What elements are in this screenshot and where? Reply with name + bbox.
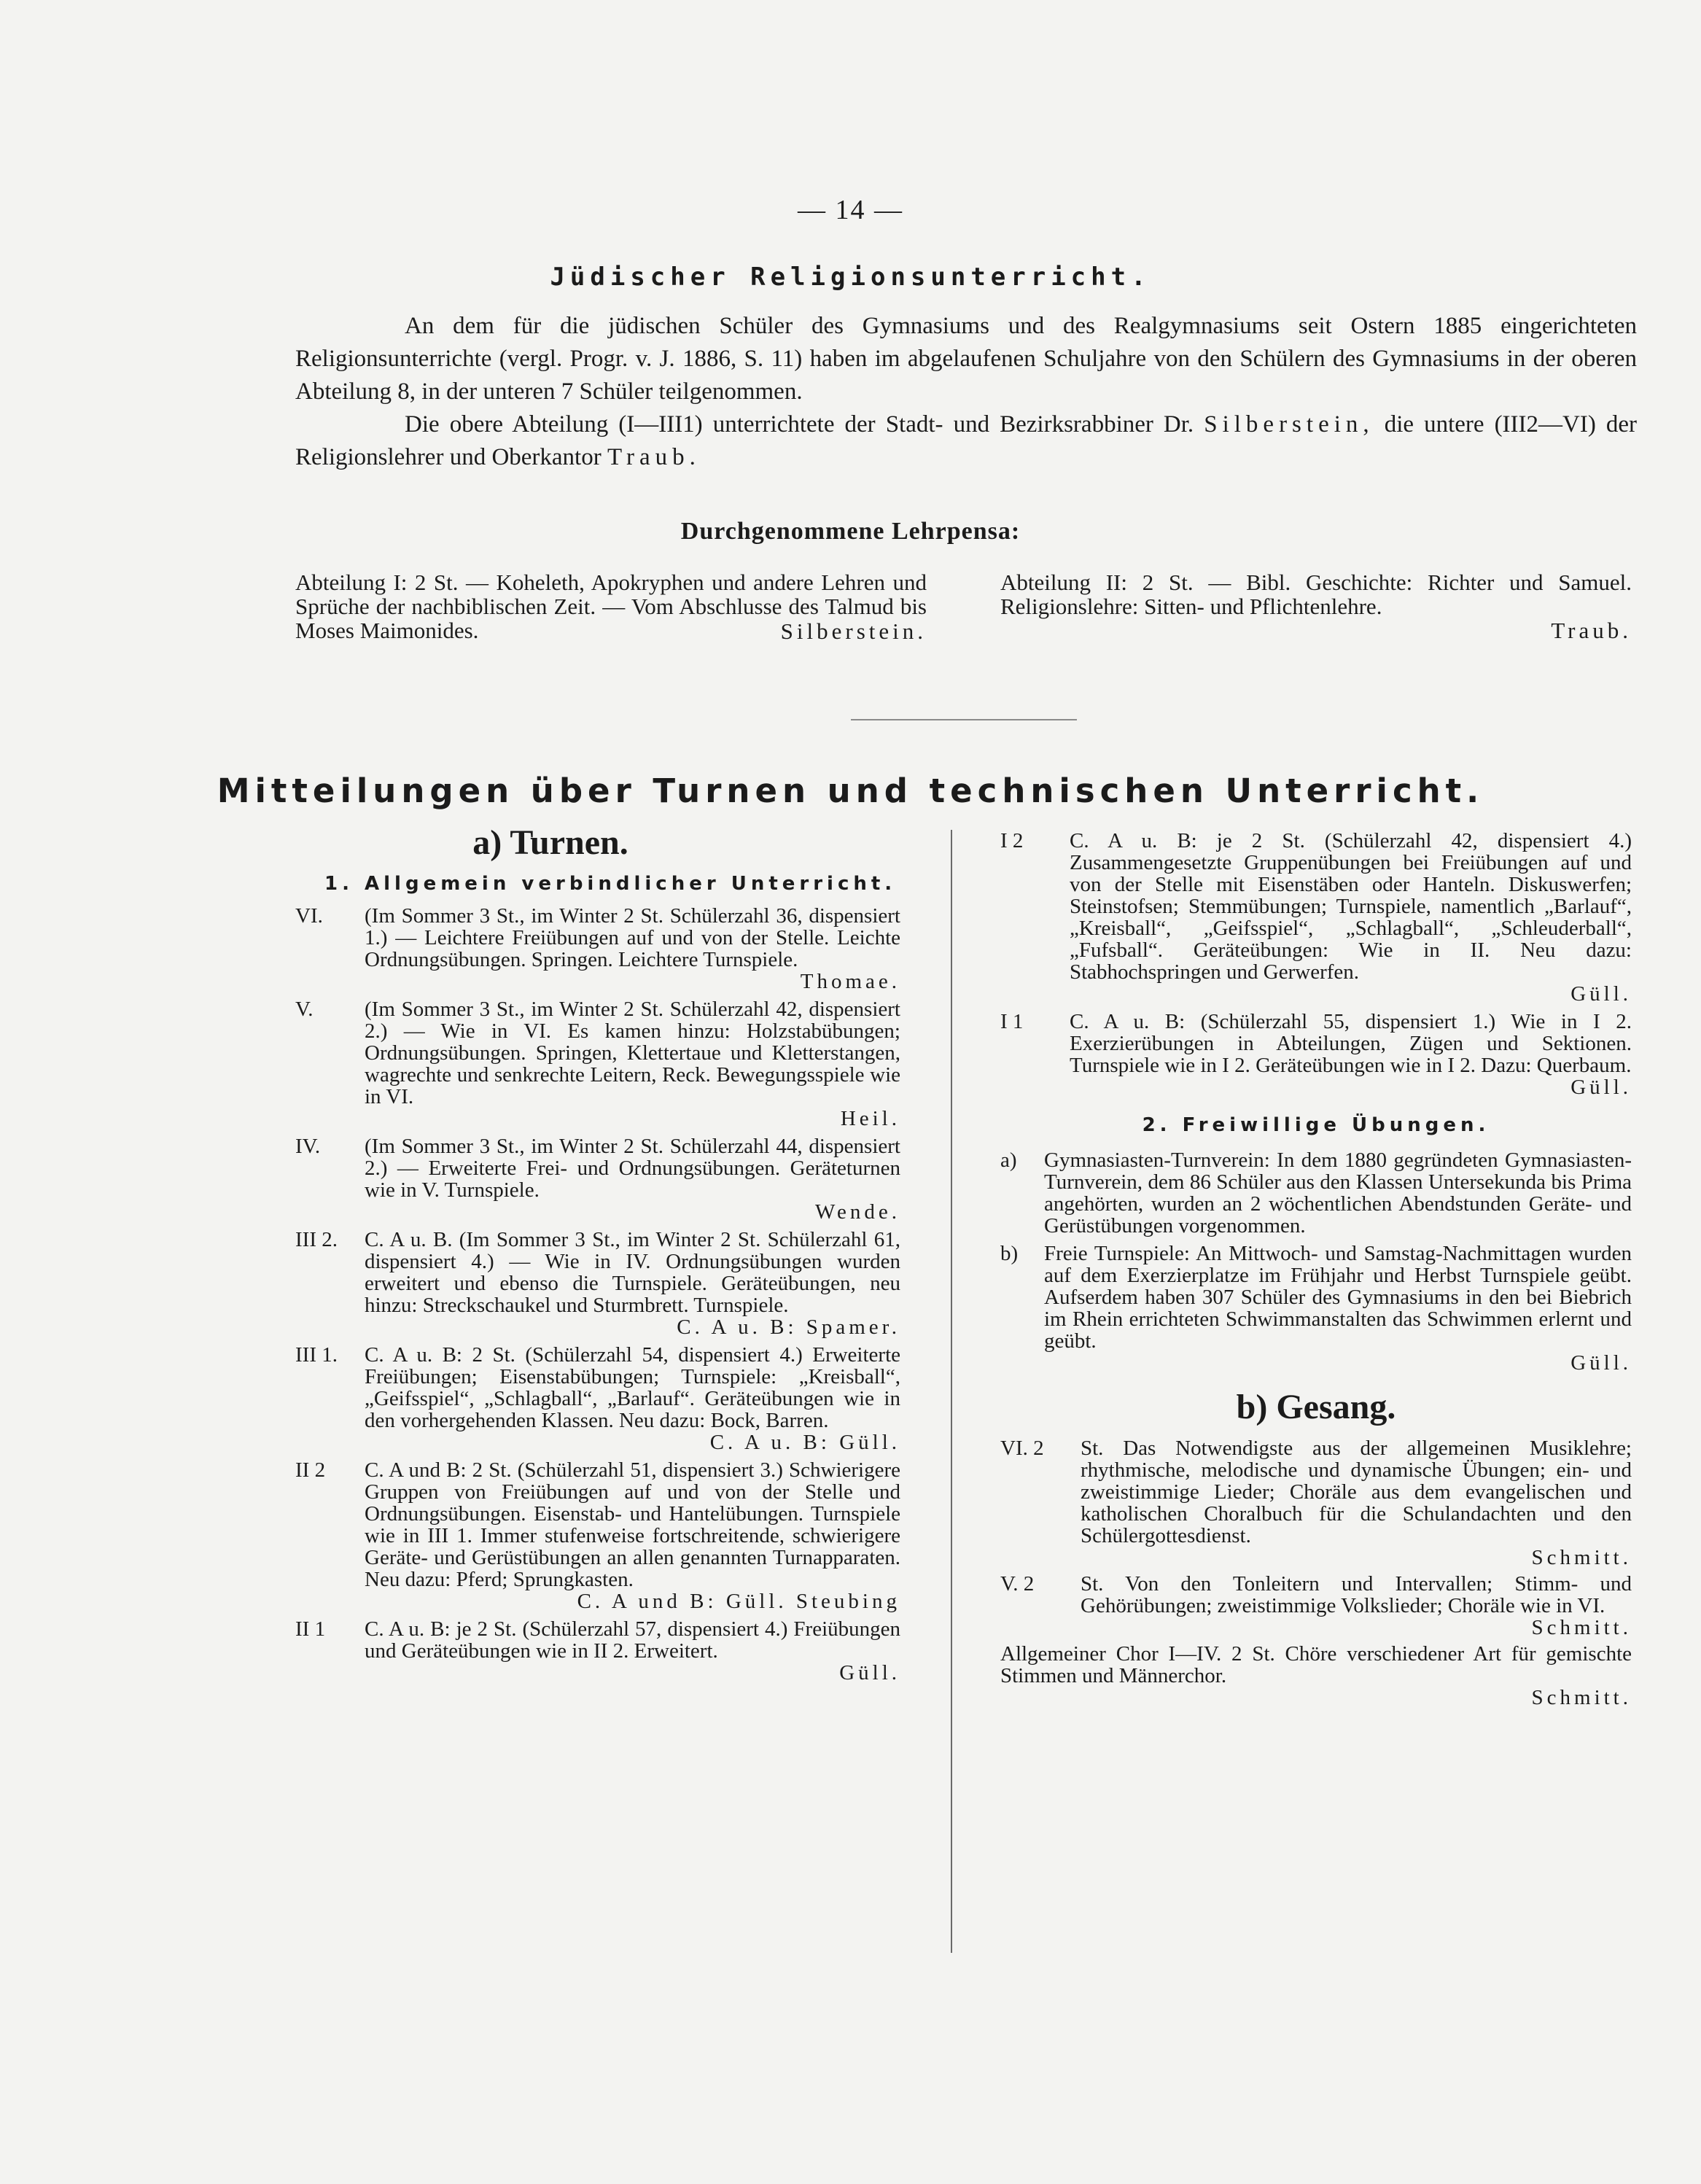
entry-signature: C. A u. B: Güll. xyxy=(709,1431,900,1454)
turnen-entries-right xyxy=(1000,830,1632,1098)
list-item xyxy=(295,905,900,992)
section-divider xyxy=(851,719,1077,720)
entry-signature: Schmitt. xyxy=(1531,1546,1632,1569)
pensa-left-signature: Silberstein. xyxy=(780,618,927,644)
entry-text: C. A u. B: je 2 St. (Schülerzahl 42, dispensiert 4.) Zusammengesetzte Gruppenübungen bei Freiübungen auf und von der Stelle mit Eisenstäben oder Hanteln. Diskuswerfen; Steinstofsen; Stemmübungen; Turnspiele, namentlich „Barlauf“, „Kreisball“, „Geifsspiel“, „Schlagball“, „Schleuderball“, „Fufsball“. Geräteübungen: Wie in II. Neu dazu: Stabhochspringen und Gerwerfen. xyxy=(1070,829,1632,984)
entry-signature: Wende. xyxy=(814,1200,900,1224)
entry-signature: C. A u. B: Spamer. xyxy=(677,1316,900,1339)
entry-text: C. A und B: 2 St. (Schülerzahl 51, dispensiert 3.) Schwierigere Gruppen von Freiübungen auf und von der Stelle und Ordnungsübungen. Eisenstab- und Hantelübungen. Turnspiele wie in III 1. Immer stufenweise fortschreitende, schwierigere Geräte- und Gerüstübungen an allen genannten Turnapparaten. Neu dazu: Pferd; Sprungkasten. xyxy=(365,1458,900,1591)
entry-signature: Güll. xyxy=(1570,1351,1632,1375)
religion-para2 xyxy=(295,408,1637,474)
entry-label: II 2 xyxy=(295,1458,326,1482)
list-item xyxy=(295,1459,900,1612)
entry-signature: Güll. xyxy=(1570,982,1632,1006)
list-item xyxy=(295,1618,900,1684)
entry-signature: Thomae. xyxy=(800,970,900,993)
list-item xyxy=(1000,1011,1632,1098)
entry-label: a) xyxy=(1000,1149,1017,1172)
entry-label: V. 2 xyxy=(1000,1572,1035,1596)
free-exercises xyxy=(1000,1149,1632,1374)
teacher-name-traub: Traub. xyxy=(607,444,701,470)
teacher-name-silberstein: Silberstein, xyxy=(1204,411,1374,438)
section-title-religion: Jüdischer Religionsunterricht. xyxy=(550,263,1151,292)
entry-signature: Güll. xyxy=(839,1661,900,1684)
turnen-left-column xyxy=(295,823,900,1684)
entry-label: VI. 2 xyxy=(1000,1437,1044,1460)
entry-signature: Schmitt. xyxy=(1531,1686,1632,1709)
turnen-right-column xyxy=(1000,830,1632,1709)
entry-label: b) xyxy=(1000,1242,1019,1265)
list-item xyxy=(295,1229,900,1338)
entry-text: St. Von den Tonleitern und Intervallen; Stimm- und Gehörübungen; zweistimmige Volkslieder; Choräle wie in VI. xyxy=(1081,1572,1632,1617)
religion-paragraph-1 xyxy=(295,310,1637,474)
list-item xyxy=(295,1135,900,1223)
entry-text: C. A u. B. (Im Sommer 3 St., im Winter 2 St. Schülerzahl 61, dispensiert 4.) — Wie in IV. Ordnungsübungen wurden erweitert und ebenso die Turnspiele. Geräteübungen, neu hinzu: Streckschaukel und Sturmbrett. Turnspiele. xyxy=(365,1228,900,1317)
entry-text: Freie Turnspiele: An Mittwoch- und Samstag-Nachmittagen wurden auf dem Exerzierplatze im Frühjahr und Herbst Turnspiele geübt. Aufserdem haben 307 Schüler des Gymnasiums in den bei Biebrich im Rhein errichteten Schwimmanstalten das Schwimmen erlernt und geübt. xyxy=(1044,1242,1632,1353)
turnen-entries-left xyxy=(295,905,900,1684)
religion-para2-b: die untere (III2—VI) der Religionslehrer und Oberkantor xyxy=(295,411,1638,470)
pensa-title: Durchgenommene Lehrpensa: xyxy=(680,518,1021,545)
pensa-right-signature: Traub. xyxy=(1551,618,1632,643)
entry-label: III 1. xyxy=(295,1343,338,1367)
entry-label: V. xyxy=(295,998,314,1021)
list-item xyxy=(1000,1437,1632,1569)
entry-text: C. A u. B: 2 St. (Schülerzahl 54, dispensiert 4.) Erweiterte Freiübungen; Eisenstabübungen; Turnspiele: „Kreisball“, „Geifsspiel“, „Schlagball“, „Barlauf“. Geräteübungen wie in den vorhergehenden Klassen. Neu dazu: Bock, Barren. xyxy=(365,1343,900,1432)
entry-label: I 2 xyxy=(1000,829,1024,852)
entry-text: Chor I—IV. 2 St. Chöre verschiedener Art für gemischte Stimmen und Männerchor. xyxy=(1000,1642,1632,1687)
entry-text: Gymnasiasten-Turnverein: In dem 1880 gegründeten Gymnasiasten-Turnverein, dem 86 Schüler aus den Klassen Untersekunda bis Prima angehörten, wurden an 2 wöchentlichen Abendstunden Geräte- und Gerüstübungen vorgenommen. xyxy=(1044,1149,1632,1237)
entry-label: VI. xyxy=(295,904,323,928)
turnen-sub1: 1. Allgemein verbindlicher Unterricht. xyxy=(324,873,897,895)
main-title: Mitteilungen über Turnen und technischen Unterricht. xyxy=(217,772,1484,810)
entry-label: IV. xyxy=(295,1135,321,1158)
turnen-sub2: 2. Freiwillige Übungen. xyxy=(1142,1114,1490,1136)
entry-text: (Im Sommer 3 St., im Winter 2 St. Schülerzahl 42, dispensiert 2.) — Wie in VI. Es kamen hinzu: Holzstabübungen; Ordnungsübungen. Springen, Klettertaue und Kletterstangen, wagrechte und senkrechte Leitern, Reck. Bewegungsspiele wie in VI. xyxy=(365,998,900,1108)
list-item xyxy=(295,998,900,1130)
gesang-entries xyxy=(1000,1437,1632,1709)
list-item xyxy=(1000,1243,1632,1374)
entry-signature: Güll. xyxy=(1570,1076,1632,1099)
pensa-left-text: Abteilung I: 2 St. — Koheleth, Apokryphen und andere Lehren und Sprüche der nachbiblischen Zeit. — Vom Abschlusse des Talmud bis Moses Maimonides. xyxy=(295,570,927,643)
list-item xyxy=(1000,1643,1632,1709)
entry-text: St. Das Notwendigste aus der allgemeinen Musiklehre; rhythmische, melodische und dynamische Übungen; ein- und zweistimmige Lieder; Choräle aus dem evangelischen und katholischen Choralbuch für die Schulandachten und den Schülergottesdienst. xyxy=(1081,1437,1632,1547)
column-rule xyxy=(951,830,952,1953)
entry-text: C. A u. B: je 2 St. (Schülerzahl 57, dispensiert 4.) Freiübungen und Geräteübungen wie in II 2. Erweitert. xyxy=(365,1617,900,1663)
list-item xyxy=(1000,830,1632,1005)
entry-text: (Im Sommer 3 St., im Winter 2 St. Schülerzahl 36, dispensiert 1.) — Leichtere Freiübungen auf und von der Stelle. Leichte Ordnungsübungen. Springen. Leichtere Turnspiele. xyxy=(365,904,900,971)
pensa-right-text: Abteilung II: 2 St. — Bibl. Geschichte: Richter und Samuel. Religionslehre: Sitten- und Pflichtenlehre. xyxy=(1000,570,1632,619)
entry-text: (Im Sommer 3 St., im Winter 2 St. Schülerzahl 44, dispensiert 2.) — Erweiterte Frei- und Ordnungsübungen. Geräteturnen wie in V. Turnspiele. xyxy=(365,1135,900,1202)
page-number: — 14 — xyxy=(798,195,903,225)
list-item xyxy=(1000,1149,1632,1237)
entry-label: I 1 xyxy=(1000,1010,1024,1033)
entry-signature: Schmitt. xyxy=(1531,1616,1632,1639)
list-item xyxy=(1000,1573,1632,1639)
entry-text: C. A u. B: (Schülerzahl 55, dispensiert 1.) Wie in I 2. Exerzierübungen in Abteilungen, Zügen und Sektionen. Turnspiele wie in I 2. Geräteübungen wie in I 2. Dazu: Querbaum. xyxy=(1070,1010,1632,1077)
religion-para2-a: Die obere Abteilung (I—III1) unterrichtete der Stadt- und Bezirksrabbiner Dr. xyxy=(405,411,1194,438)
entry-signature: C. A und B: Güll. Steubing xyxy=(577,1590,900,1613)
entry-label: III 2. xyxy=(295,1228,338,1251)
gesang-heading: b) Gesang. xyxy=(1236,1388,1396,1426)
pensa-left-column xyxy=(295,570,927,643)
entry-label: II 1 xyxy=(295,1617,326,1641)
entry-signature: Heil. xyxy=(840,1107,900,1130)
religion-para1-text: An dem für die jüdischen Schüler des Gymnasiums und des Realgymnasiums seit Ostern 1885 eingerichteten Religionsunterrichte (vergl. Progr. v. J. 1886, S. 11) haben im abgelaufenen Schuljahre von den Schülern des Gymnasiums in der oberen Abteilung 8, in der unteren 7 Schüler teilgenommen. xyxy=(295,313,1637,405)
list-item xyxy=(295,1344,900,1453)
pensa-right-column xyxy=(1000,570,1632,642)
turnen-heading: a) Turnen. xyxy=(472,823,628,862)
entry-label: Allgemeiner xyxy=(1000,1642,1106,1666)
